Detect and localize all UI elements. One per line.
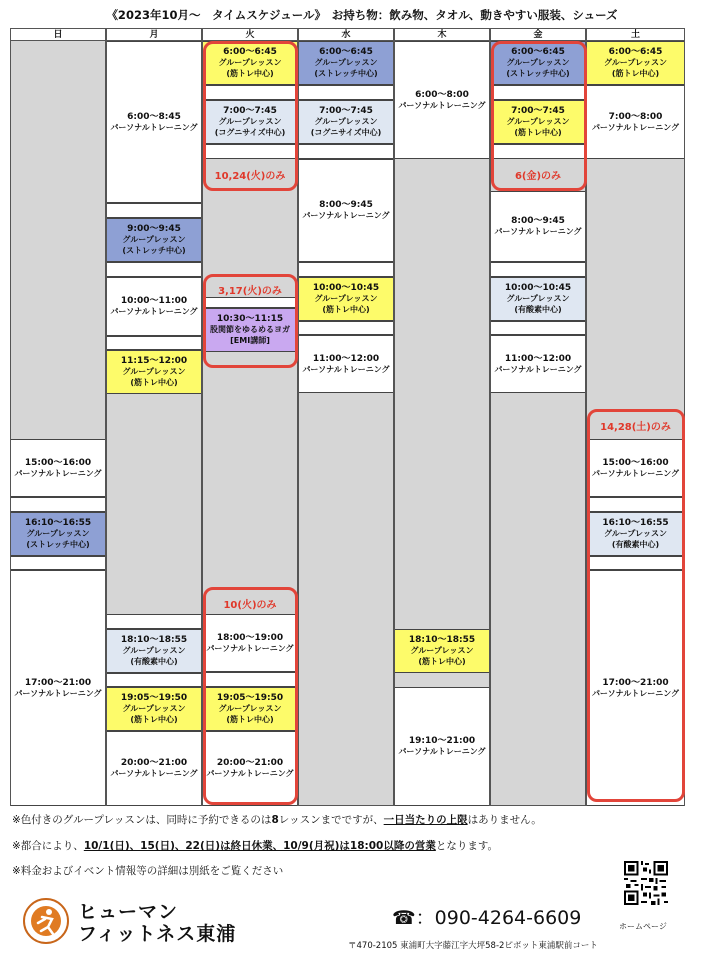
- session-cell: [491, 191, 585, 262]
- session-cell: [11, 512, 105, 556]
- qr-label: ホームページ: [619, 922, 667, 931]
- session-time: 18:00～19:00: [216, 632, 284, 643]
- session-cell: [203, 100, 297, 144]
- session-time: 11:00～12:00: [504, 353, 572, 364]
- session-time: 10:00～11:00: [120, 296, 188, 307]
- session-sub: (筋トレ中心): [418, 657, 466, 667]
- session-cell: [107, 218, 201, 262]
- spacer-cell: [203, 672, 297, 687]
- day-header-mon: 月: [106, 28, 202, 41]
- session-sub: (ストレッチ中心): [26, 540, 90, 550]
- session-cell: [587, 439, 684, 497]
- note-text: はありません。: [467, 814, 542, 826]
- session-cell: [107, 41, 201, 203]
- column-tue: [202, 28, 298, 806]
- session-name: パーソナルトレーニング: [110, 307, 198, 317]
- column-body: [10, 41, 106, 806]
- session-name: グループレッスン: [218, 58, 282, 68]
- session-cell: [395, 629, 489, 673]
- session-sub: (コグニサイズ中心): [310, 128, 382, 138]
- day-header-wed: 水: [298, 28, 394, 41]
- page-title: 《2023年10月～ タイムスケジュール》 お持ち物：飲み物、タオル、動きやすい服装、シューズ: [106, 8, 618, 22]
- session-name: グループレッスン: [506, 58, 570, 68]
- spacer-cell: [107, 673, 201, 687]
- session-time: 20:00～21:00: [120, 758, 188, 769]
- session-time: 20:00～21:00: [216, 758, 284, 769]
- session-cell: [11, 439, 105, 497]
- session-cell: [299, 335, 393, 393]
- session-time: 6:00～6:45: [319, 47, 373, 58]
- session-name: パーソナルトレーニング: [494, 364, 582, 374]
- schedule-grid: [10, 28, 685, 806]
- session-name: グループレッスン: [218, 117, 282, 127]
- spacer-cell: [491, 321, 585, 335]
- session-name: グループレッスン: [604, 529, 667, 539]
- column-body: [394, 41, 490, 806]
- session-cell: [395, 687, 489, 806]
- session-sub: (コグニサイズ中心): [214, 128, 286, 138]
- spacer-cell: [299, 85, 393, 100]
- session-time: 15:00～16:00: [24, 457, 92, 468]
- column-body: [586, 41, 685, 806]
- session-name: パーソナルトレーニング: [398, 100, 486, 110]
- session-time: 18:10～18:55: [408, 635, 476, 646]
- session-name: グループレッスン: [604, 58, 667, 68]
- session-name: グループレッスン: [218, 704, 282, 714]
- session-cell: [107, 629, 201, 673]
- session-cell: [107, 687, 201, 731]
- special-date-tag: 14,28(土)のみ: [600, 422, 671, 433]
- session-time: 19:10～21:00: [408, 736, 476, 747]
- session-cell: [491, 335, 585, 393]
- session-name: パーソナルトレーニング: [494, 227, 582, 237]
- session-time: 6:00～8:00: [415, 89, 469, 100]
- session-cell: [299, 159, 393, 262]
- column-sun: [10, 28, 106, 806]
- session-name: パーソナルトレーニング: [110, 122, 198, 132]
- session-sub: (有酸素中心): [514, 305, 562, 315]
- column-thu: [394, 28, 490, 806]
- spacer-cell: [107, 203, 201, 218]
- session-sub: (ストレッチ中心): [122, 246, 186, 256]
- spacer-cell: [491, 85, 585, 100]
- session-time: 7:00～8:00: [608, 111, 663, 122]
- session-name: パーソナルトレーニング: [398, 747, 486, 757]
- session-time: 18:10～18:55: [120, 635, 188, 646]
- spacer-cell: [299, 262, 393, 277]
- session-time: 9:00～9:45: [127, 224, 181, 235]
- session-sub: (筋トレ中心): [322, 305, 370, 315]
- day-header-thu: 木: [394, 28, 490, 41]
- session-time: 8:00～9:45: [511, 216, 565, 227]
- note-text: ※都合により、: [12, 840, 84, 852]
- spacer-cell: [299, 144, 393, 159]
- session-sub: (筋トレ中心): [226, 715, 274, 725]
- session-name: パーソナルトレーニング: [110, 769, 198, 779]
- qr-code-icon: [624, 861, 668, 905]
- session-cell: [203, 687, 297, 731]
- session-time: 19:05～19:50: [216, 693, 284, 704]
- session-name: パーソナルトレーニング: [14, 688, 102, 698]
- column-body: [490, 41, 586, 806]
- session-name: グループレッスン: [410, 646, 474, 656]
- session-sub: (筋トレ中心): [226, 69, 274, 79]
- session-name: パーソナルトレーニング: [591, 122, 680, 132]
- session-cell: [203, 731, 297, 806]
- brand-line-2: フィットネス東浦: [78, 923, 237, 945]
- spacer-cell: [203, 297, 297, 308]
- special-date-tag: 3,17(火)のみ: [218, 286, 282, 297]
- session-name: グループレッスン: [314, 58, 378, 68]
- session-cell: [11, 570, 105, 806]
- session-time: 6:00～6:45: [608, 47, 663, 58]
- session-name: パーソナルトレーニング: [302, 211, 390, 221]
- session-time: 6:00～6:45: [223, 47, 277, 58]
- spacer-cell: [107, 614, 201, 629]
- session-time: 10:00～10:45: [312, 283, 380, 294]
- column-body: [202, 41, 298, 806]
- spacer-cell: [299, 321, 393, 335]
- day-header-fri: 金: [490, 28, 586, 41]
- session-sub: (筋トレ中心): [130, 715, 178, 725]
- session-cell: [395, 41, 489, 159]
- phone-number: ☎：090-4264-6609: [392, 907, 582, 929]
- session-time: 15:00～16:00: [602, 457, 669, 468]
- session-cell: [491, 100, 585, 144]
- session-time: 7:00～7:45: [319, 106, 373, 117]
- session-name: グループレッスン: [506, 294, 570, 304]
- session-time: 19:05～19:50: [120, 693, 188, 704]
- special-date-tag: 10,24(火)のみ: [214, 171, 286, 182]
- session-sub: (ストレッチ中心): [314, 69, 378, 79]
- session-name: グループレッスン: [122, 646, 186, 656]
- session-name: パーソナルトレーニング: [591, 468, 680, 478]
- note-emphasis: 一日当たりの上限: [383, 814, 468, 826]
- special-date-tag: 6(金)のみ: [514, 171, 562, 182]
- session-cell: [203, 614, 297, 672]
- session-cell: [587, 41, 684, 85]
- session-time: 7:00～7:45: [223, 106, 277, 117]
- session-time: 6:00～6:45: [511, 47, 565, 58]
- spacer-cell: [11, 556, 105, 570]
- session-time: 11:15～12:00: [120, 356, 188, 367]
- session-sub: (筋トレ中心): [611, 69, 660, 79]
- note-text: レッスンまでですが、: [278, 814, 384, 826]
- day-header-sun: 日: [10, 28, 106, 41]
- session-name: パーソナルトレーニング: [206, 643, 294, 653]
- spacer-cell: [107, 262, 201, 277]
- column-wed: [298, 28, 394, 806]
- session-time: 11:00～12:00: [312, 353, 380, 364]
- session-name: グループレッスン: [314, 117, 378, 127]
- session-cell: [491, 41, 585, 85]
- note-text: ※色付きのグループレッスンは、同時に予約できるのは: [12, 814, 272, 826]
- column-sat: [586, 28, 685, 806]
- session-time: 10:00～10:45: [504, 283, 572, 294]
- session-sub: (ストレッチ中心): [506, 69, 570, 79]
- column-mon: [106, 28, 202, 806]
- session-name: グループレッスン: [122, 367, 186, 377]
- session-sub: (有酸素中心): [130, 657, 178, 667]
- brand-line-1: ヒューマン: [78, 901, 179, 923]
- spacer-cell: [11, 497, 105, 512]
- session-cell: [299, 277, 393, 321]
- session-cell: [107, 350, 201, 394]
- day-header-tue: 火: [202, 28, 298, 41]
- spacer-cell: [107, 336, 201, 350]
- session-name: パーソナルトレーニング: [206, 769, 294, 779]
- note-line-3: ※料金およびイベント情報等の詳細は別紙をご覧ください: [12, 865, 284, 877]
- session-time: 7:00～7:45: [511, 106, 565, 117]
- session-sub: (有酸素中心): [611, 540, 660, 550]
- day-header-sat: 土: [586, 28, 685, 41]
- session-cell: [491, 277, 585, 321]
- session-time: 16:10～16:55: [24, 518, 92, 529]
- session-cell: [107, 277, 201, 336]
- session-time: 17:00～21:00: [602, 677, 669, 688]
- session-name: グループレッスン: [26, 529, 90, 539]
- session-name: パーソナルトレーニング: [14, 468, 102, 478]
- session-cell: [203, 41, 297, 85]
- session-time: 10:30～11:15: [216, 314, 284, 325]
- session-sub: (筋トレ中心): [514, 128, 562, 138]
- session-name: グループレッスン: [122, 235, 186, 245]
- session-name: パーソナルトレーニング: [591, 688, 680, 698]
- brand-name: [78, 901, 236, 945]
- session-time: 8:00～9:45: [319, 200, 373, 211]
- session-name: 股関節をゆるめるヨガ: [210, 325, 290, 335]
- column-body: [106, 41, 202, 806]
- session-cell: [587, 512, 684, 556]
- session-name: グループレッスン: [506, 117, 570, 127]
- session-time: 17:00～21:00: [24, 677, 92, 688]
- session-time: 16:10～16:55: [602, 518, 669, 529]
- session-cell: [299, 41, 393, 85]
- column-fri: [490, 28, 586, 806]
- note-text: となります。: [435, 840, 499, 852]
- address: 〒470-2105 東浦町大字藤江字大坪58-2ピボット東浦駅前コート: [348, 941, 598, 951]
- session-name: パーソナルトレーニング: [302, 364, 390, 374]
- spacer-cell: [587, 556, 684, 570]
- session-cell: [203, 308, 297, 352]
- brand-logo-icon: [22, 897, 70, 945]
- session-cell: [107, 731, 201, 806]
- note-line-2: [12, 838, 498, 853]
- spacer-cell: [491, 144, 585, 159]
- spacer-cell: [491, 262, 585, 277]
- session-name: グループレッスン: [122, 704, 186, 714]
- note-emphasis: 10/1(日)、15(日)、22(日)は終日休業、10/9(月祝)は18:00以降の営業: [83, 840, 436, 852]
- note-line-1: [12, 812, 542, 827]
- note-emphasis: 8: [271, 814, 279, 826]
- special-date-tag: 10(火)のみ: [223, 600, 277, 611]
- spacer-cell: [203, 85, 297, 100]
- session-name: グループレッスン: [314, 294, 378, 304]
- session-cell: [587, 570, 684, 806]
- spacer-cell: [587, 497, 684, 512]
- session-sub: [EMI講師]: [230, 336, 270, 346]
- column-body: [298, 41, 394, 806]
- session-sub: (筋トレ中心): [130, 378, 178, 388]
- session-cell: [587, 85, 684, 159]
- spacer-cell: [203, 144, 297, 159]
- session-time: 6:00～8:45: [127, 111, 181, 122]
- session-cell: [299, 100, 393, 144]
